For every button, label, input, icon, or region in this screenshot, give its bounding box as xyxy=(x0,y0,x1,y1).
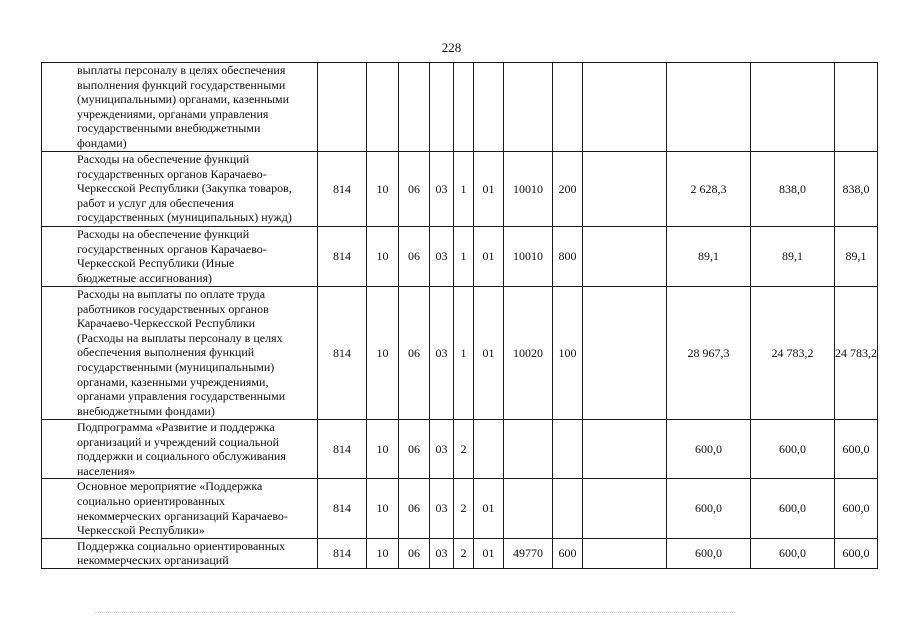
description-line: Основное мероприятие «Поддержка xyxy=(77,479,263,494)
page-number: 228 xyxy=(441,40,462,55)
table-row xyxy=(42,63,878,152)
table-row xyxy=(42,479,878,538)
program-code: 03 xyxy=(430,420,454,479)
amount-year2 xyxy=(751,63,835,152)
amount-year3: 838,0 xyxy=(835,152,878,227)
description-line: внебюджетными фондами) xyxy=(77,403,215,418)
ministry-code xyxy=(318,63,367,152)
spacer-cell xyxy=(583,152,667,227)
row-description xyxy=(42,152,318,227)
description-line: учреждениями, органами управления xyxy=(77,106,269,121)
row-description xyxy=(42,63,318,152)
section-code: 10 xyxy=(367,152,399,227)
page-bottom-rule xyxy=(95,612,735,613)
subsection-code: 06 xyxy=(399,227,430,287)
event-code xyxy=(474,63,504,152)
event-code: 01 xyxy=(474,538,504,568)
expense-type-code: 200 xyxy=(553,152,583,227)
subprogram-code: 2 xyxy=(454,420,474,479)
row-description xyxy=(42,420,318,479)
amount-year1 xyxy=(667,63,751,152)
event-code: 01 xyxy=(474,479,504,538)
description-line: Расходы на выплаты по оплате труда xyxy=(77,287,266,301)
description-line: Черкесской Республики (Иные xyxy=(77,256,235,271)
program-code xyxy=(430,63,454,152)
description-line: органами, казенными учреждениями, xyxy=(77,374,269,389)
program-code: 03 xyxy=(430,479,454,538)
subprogram-code: 1 xyxy=(454,152,474,227)
description-line: социально ориентированных xyxy=(77,493,226,508)
expense-type-code xyxy=(553,420,583,479)
program-code: 03 xyxy=(430,152,454,227)
spacer-cell xyxy=(583,479,667,538)
subsection-code: 06 xyxy=(399,152,430,227)
amount-year2: 600,0 xyxy=(751,479,835,538)
description-line: Расходы на обеспечение функций xyxy=(77,152,250,166)
direction-code: 10010 xyxy=(504,152,553,227)
amount-year3: 24 783,2 xyxy=(835,287,878,420)
program-code: 03 xyxy=(430,538,454,568)
section-code: 10 xyxy=(367,420,399,479)
section-code: 10 xyxy=(367,227,399,287)
amount-year1: 89,1 xyxy=(667,227,751,287)
description-line: Подпрограмма «Развитие и поддержка xyxy=(77,420,275,434)
amount-year2: 600,0 xyxy=(751,420,835,479)
description-line: организаций и учреждений социальной xyxy=(77,434,280,449)
subprogram-code xyxy=(454,63,474,152)
ministry-code: 814 xyxy=(318,227,367,287)
description-line: обеспечения выполнения функций xyxy=(77,345,255,360)
amount-year3: 600,0 xyxy=(835,420,878,479)
expense-type-code: 600 xyxy=(553,538,583,568)
description-line: государственными (муниципальными) xyxy=(77,359,275,374)
subsection-code: 06 xyxy=(399,538,430,568)
amount-year3: 600,0 xyxy=(835,538,878,568)
table-row xyxy=(42,152,878,227)
table-row xyxy=(42,420,878,479)
description-line: (Расходы на выплаты персоналу в целях xyxy=(77,330,283,345)
section-code: 10 xyxy=(367,479,399,538)
description-line: органами управления государственными xyxy=(77,389,286,404)
program-code: 03 xyxy=(430,227,454,287)
budget-table xyxy=(41,62,878,569)
subsection-code: 06 xyxy=(399,479,430,538)
amount-year3: 89,1 xyxy=(835,227,878,287)
description-line: выплаты персоналу в целях обеспечения xyxy=(77,63,286,77)
subprogram-code: 1 xyxy=(454,227,474,287)
description-line: государственных органов Карачаево- xyxy=(77,166,267,181)
direction-code xyxy=(504,479,553,538)
amount-year1: 28 967,3 xyxy=(667,287,751,420)
description-line: некоммерческих организаций Карачаево- xyxy=(77,508,288,523)
section-code: 10 xyxy=(367,538,399,568)
spacer-cell xyxy=(583,227,667,287)
expense-type-code xyxy=(553,479,583,538)
program-code: 03 xyxy=(430,287,454,420)
expense-type-code: 800 xyxy=(553,227,583,287)
description-line: государственными внебюджетными xyxy=(77,121,261,136)
subprogram-code: 2 xyxy=(454,538,474,568)
subsection-code: 06 xyxy=(399,287,430,420)
description-line: Черкесской Республики (Закупка товаров, xyxy=(77,181,292,196)
amount-year1: 600,0 xyxy=(667,538,751,568)
description-line: государственных (муниципальных) нужд) xyxy=(77,210,292,225)
amount-year2: 838,0 xyxy=(751,152,835,227)
spacer-cell xyxy=(583,63,667,152)
description-line: выполнения функций государственными xyxy=(77,77,286,92)
description-line: некоммерческих организаций xyxy=(77,553,229,568)
subsection-code: 06 xyxy=(399,420,430,479)
section-code xyxy=(367,63,399,152)
direction-code: 10010 xyxy=(504,227,553,287)
row-description xyxy=(42,227,318,287)
amount-year2: 600,0 xyxy=(751,538,835,568)
spacer-cell xyxy=(583,287,667,420)
amount-year1: 600,0 xyxy=(667,420,751,479)
ministry-code: 814 xyxy=(318,538,367,568)
row-description xyxy=(42,538,318,568)
spacer-cell xyxy=(583,538,667,568)
direction-code: 10020 xyxy=(504,287,553,420)
description-line: Поддержка социально ориентированных xyxy=(77,538,286,553)
row-description xyxy=(42,287,318,420)
description-line: фондами) xyxy=(77,135,127,150)
subprogram-code: 2 xyxy=(454,479,474,538)
amount-year2: 89,1 xyxy=(751,227,835,287)
table-row xyxy=(42,538,878,568)
table-body xyxy=(42,63,878,569)
amount-year1: 2 628,3 xyxy=(667,152,751,227)
event-code: 01 xyxy=(474,227,504,287)
description-line: работ и услуг для обеспечения xyxy=(77,195,234,210)
description-line: Карачаево-Черкесской Республики xyxy=(77,316,256,331)
ministry-code: 814 xyxy=(318,152,367,227)
description-line: Черкесской Республики» xyxy=(77,523,205,538)
section-code: 10 xyxy=(367,287,399,420)
amount-year1: 600,0 xyxy=(667,479,751,538)
table-row xyxy=(42,227,878,287)
description-line: (муниципальными) органами, казенными xyxy=(77,92,290,107)
description-line: населения» xyxy=(77,463,136,478)
row-description xyxy=(42,479,318,538)
amount-year2: 24 783,2 xyxy=(751,287,835,420)
ministry-code: 814 xyxy=(318,287,367,420)
expense-type-code xyxy=(553,63,583,152)
description-line: государственных органов Карачаево- xyxy=(77,241,267,256)
event-code: 01 xyxy=(474,152,504,227)
amount-year3 xyxy=(835,63,878,152)
direction-code xyxy=(504,63,553,152)
description-line: бюджетные ассигнования) xyxy=(77,270,213,285)
direction-code: 49770 xyxy=(504,538,553,568)
direction-code xyxy=(504,420,553,479)
event-code: 01 xyxy=(474,287,504,420)
ministry-code: 814 xyxy=(318,420,367,479)
description-line: поддержки и социального обслуживания xyxy=(77,449,286,464)
expense-type-code: 100 xyxy=(553,287,583,420)
description-line: Расходы на обеспечение функций xyxy=(77,227,250,241)
spacer-cell xyxy=(583,420,667,479)
subprogram-code: 1 xyxy=(454,287,474,420)
ministry-code: 814 xyxy=(318,479,367,538)
amount-year3: 600,0 xyxy=(835,479,878,538)
subsection-code xyxy=(399,63,430,152)
description-line: работников государственных органов xyxy=(77,301,269,316)
event-code xyxy=(474,420,504,479)
table-row xyxy=(42,287,878,420)
